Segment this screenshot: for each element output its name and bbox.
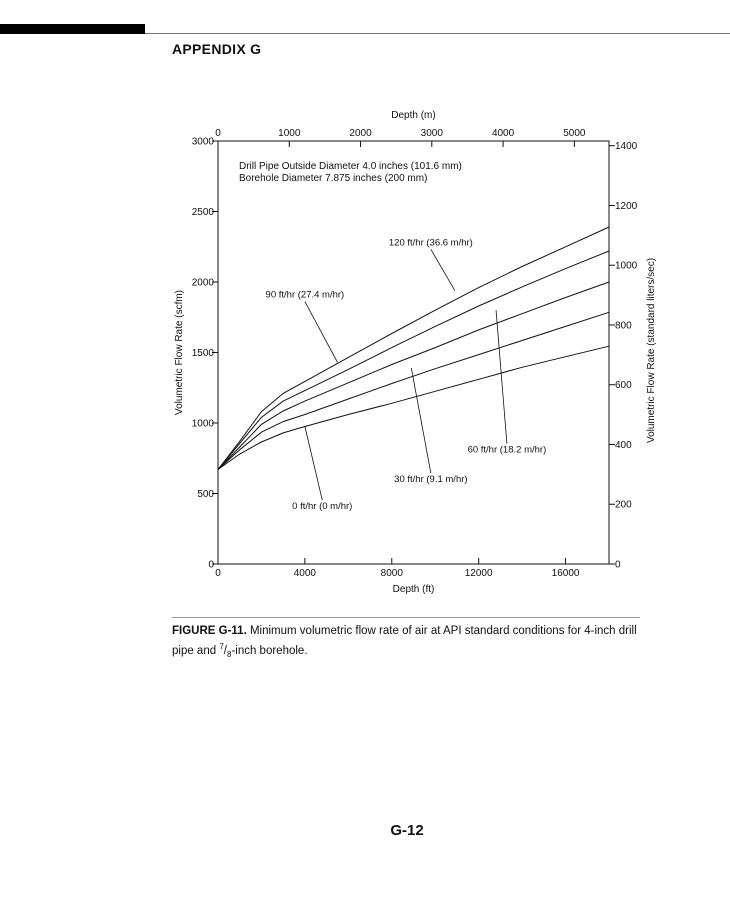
x-tick-label: 8000 xyxy=(380,568,403,579)
chart-note: Drill Pipe Outside Diameter 4.0 inches (101.6 mm) xyxy=(239,161,462,172)
caption-frac-den: 8 xyxy=(226,650,232,660)
y2-tick-label: 1400 xyxy=(615,141,638,153)
annotation-label: 0 ft/hr (0 m/hr) xyxy=(292,501,353,513)
series-line-1 xyxy=(218,312,609,469)
annotation-label: 90 ft/hr (27.4 m/hr) xyxy=(265,289,345,301)
figure-caption: FIGURE G-11. Minimum volumetric flow rate of air at API standard conditions for 4-inch drill pipe and $^7/_8$-inch borehole. xyxy=(172,625,637,660)
annotation-label: 120 ft/hr (36.6 m/hr) xyxy=(388,237,473,249)
y2-tick-label: 1000 xyxy=(615,260,638,272)
y-tick-label: 2000 xyxy=(191,277,214,289)
caption-frac-num: 7 xyxy=(219,642,224,651)
annotation-label: 60 ft/hr (18.2 m/hr) xyxy=(467,444,547,456)
annotation-leader xyxy=(305,302,338,363)
x2-axis-label: Depth (m) xyxy=(391,110,436,121)
y2-axis-label: Volumetric Flow Rate (standard liters/sec) xyxy=(646,257,657,444)
caption-label: FIGURE G-11. xyxy=(172,625,247,637)
x2-tick-label: 4000 xyxy=(491,128,515,139)
series-line-0 xyxy=(218,346,609,469)
y-tick-label: 3000 xyxy=(191,136,214,148)
x-tick-label: 4000 xyxy=(293,568,317,579)
x-tick-label: 12000 xyxy=(464,568,493,579)
y-tick-label: 1000 xyxy=(191,418,214,430)
caption-rule xyxy=(172,617,640,618)
plot-frame xyxy=(218,141,609,564)
annotation-leader xyxy=(431,249,455,290)
series-line-4 xyxy=(218,227,609,470)
appendix-title: APPENDIX G xyxy=(172,41,262,57)
chart-note: Borehole Diameter 7.875 inches (200 mm) xyxy=(239,173,428,184)
annotation-label: 30 ft/hr (9.1 m/hr) xyxy=(394,474,468,486)
annotation-leader xyxy=(305,427,322,500)
x-axis-label: Depth (ft) xyxy=(392,584,435,595)
x-tick-label: 16000 xyxy=(551,568,580,579)
x2-tick-label: 1000 xyxy=(278,128,301,139)
y2-tick-label: 800 xyxy=(615,320,632,332)
annotation-leader xyxy=(411,368,431,473)
y-tick-label: 1500 xyxy=(191,348,214,359)
y2-tick-label: 200 xyxy=(615,499,632,511)
x2-tick-label: 3000 xyxy=(420,128,443,139)
caption-text-a: Minimum volumetric flow rate of air at API standard conditions for 4-inch drill pipe and xyxy=(172,625,637,657)
caption-text-b: -inch borehole. xyxy=(231,644,308,657)
y2-tick-label: 400 xyxy=(615,439,632,451)
y-axis-label: Volumetric Flow Rate (scfm) xyxy=(174,289,185,416)
y-tick-label: 2500 xyxy=(191,207,214,218)
x2-tick-label: 5000 xyxy=(563,128,586,139)
annotation-leader xyxy=(496,310,507,443)
y2-tick-label: 1200 xyxy=(615,200,638,212)
x-tick-label: 0 xyxy=(215,568,221,579)
x2-tick-label: 0 xyxy=(215,128,221,139)
page-number: G-12 xyxy=(390,822,424,839)
y-tick-label: 0 xyxy=(208,559,214,571)
y2-tick-label: 0 xyxy=(615,559,621,571)
y-tick-label: 500 xyxy=(197,489,214,500)
y2-tick-label: 600 xyxy=(615,380,632,392)
x2-tick-label: 2000 xyxy=(349,128,372,139)
